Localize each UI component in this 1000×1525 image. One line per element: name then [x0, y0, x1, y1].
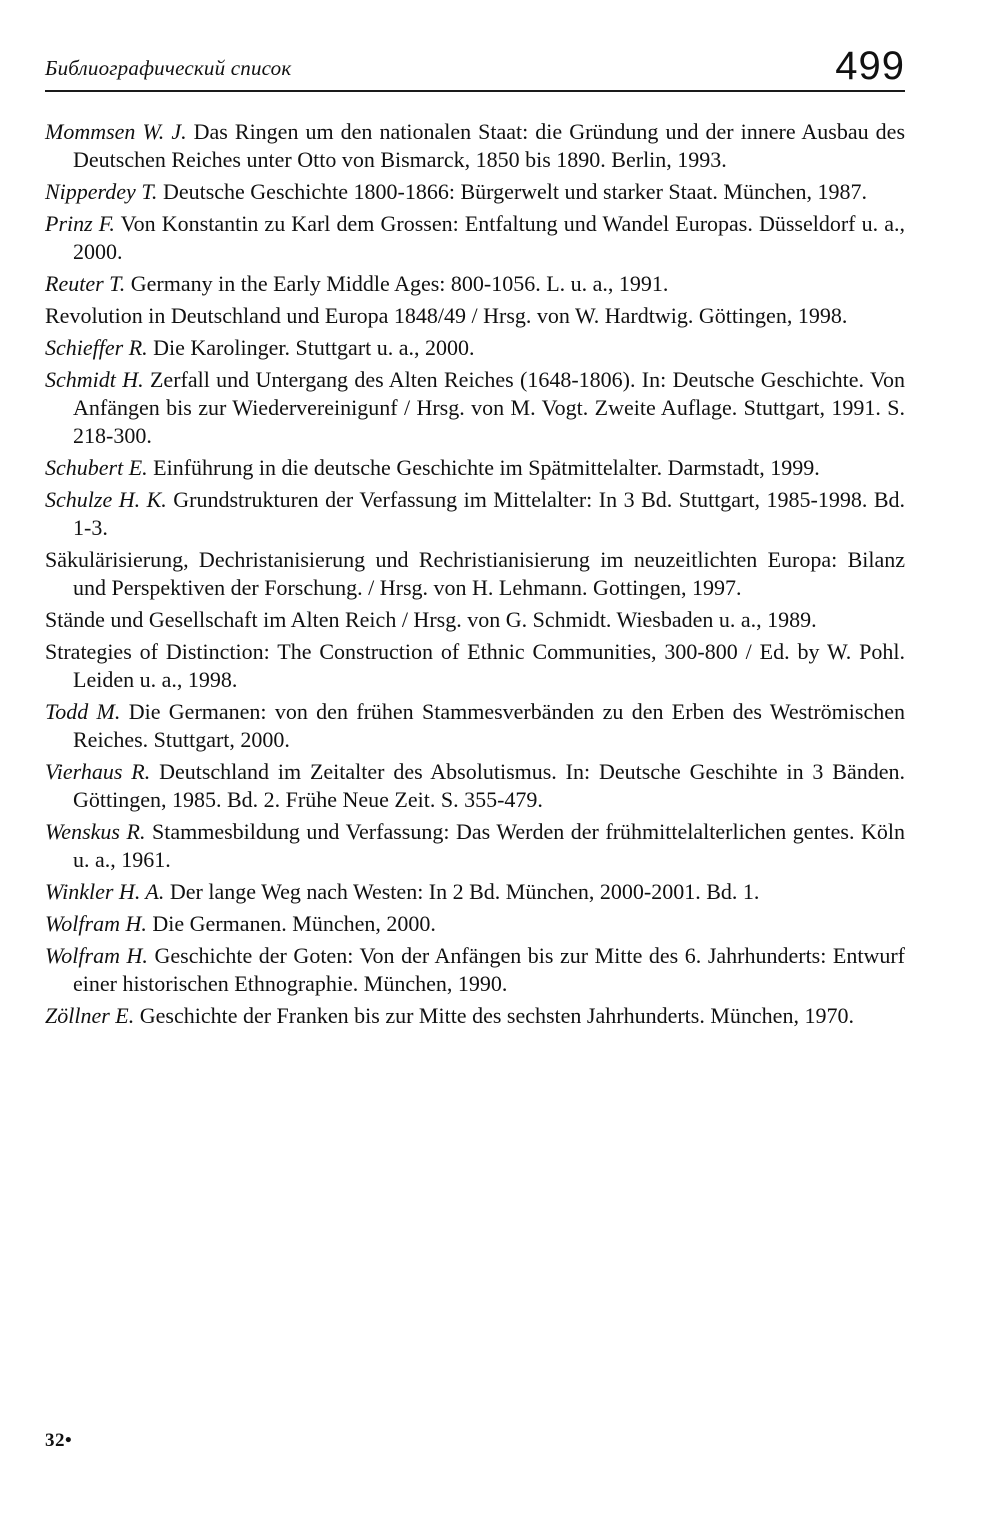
bibliography-entry	[45, 758, 905, 814]
entry-author: Schulze H. K.	[45, 487, 167, 512]
running-title: Библиографический список	[45, 56, 292, 80]
bibliography-entry	[45, 942, 905, 998]
entry-text: Geschichte der Franken bis zur Mitte des sechsten Jahrhunderts. München, 1970.	[139, 1003, 854, 1028]
bibliography-entry	[45, 486, 905, 542]
entry-text: Deutsche Geschichte 1800-1866: Bürgerwelt und starker Staat. München, 1987.	[162, 179, 867, 204]
entry-author: Wenskus R.	[45, 819, 146, 844]
bibliography-entry	[45, 606, 905, 634]
bibliography-entry	[45, 178, 905, 206]
entry-text: Strategies of Distinction: The Construction of Ethnic Communities, 300-800 / Ed. by W. Pohl. Leiden u. a., 1998.	[45, 639, 905, 692]
printer-signature-mark: 32•	[45, 1430, 73, 1451]
entry-text: Stände und Gesellschaft im Alten Reich / Hrsg. von G. Schmidt. Wiesbaden u. a., 1989.	[45, 607, 817, 632]
entry-author: Vierhaus R.	[45, 759, 151, 784]
entry-author: Schieffer R.	[45, 335, 148, 360]
bibliography-entry	[45, 638, 905, 694]
bibliography-entry	[45, 366, 905, 450]
entry-text: Das Ringen um den nationalen Staat: die Gründung und der innere Ausbau des Deutschen Reiches unter Otto von Bismarck, 1850 bis 1890. Berlin, 1993.	[73, 119, 906, 172]
bibliography-entry	[45, 210, 905, 266]
bibliography-entry	[45, 118, 905, 174]
entry-author: Mommsen W. J.	[45, 119, 187, 144]
entry-author: Schmidt H.	[45, 367, 144, 392]
bibliography-entry	[45, 910, 905, 938]
entry-text: Die Germanen: von den frühen Stammesverbänden zu den Erben des Weströmischen Reiches. Stuttgart, 2000.	[73, 699, 905, 752]
entry-text: Grundstrukturen der Verfassung im Mittelalter: In 3 Bd. Stuttgart, 1985-1998. Bd. 1-3.	[73, 487, 905, 540]
bibliography-entry	[45, 818, 905, 874]
entry-author: Winkler H. A.	[45, 879, 165, 904]
bibliography-entry	[45, 454, 905, 482]
page-number: 499	[835, 44, 905, 88]
entry-text: Der lange Weg nach Westen: In 2 Bd. München, 2000-2001. Bd. 1.	[169, 879, 760, 904]
bibliography-entry	[45, 546, 905, 602]
entry-text: Die Germanen. München, 2000.	[152, 911, 436, 936]
bibliography-list	[45, 118, 905, 1034]
entry-author: Wolfram H.	[45, 943, 148, 968]
entry-author: Prinz F.	[45, 211, 115, 236]
entry-text: Die Karolinger. Stuttgart u. a., 2000.	[153, 335, 475, 360]
entry-author: Todd M.	[45, 699, 121, 724]
entry-text: Germany in the Early Middle Ages: 800-1056. L. u. a., 1991.	[130, 271, 669, 296]
bibliography-entry	[45, 1002, 905, 1030]
bibliography-entry	[45, 302, 905, 330]
entry-author: Schubert E.	[45, 455, 148, 480]
bibliography-entry	[45, 334, 905, 362]
entry-author: Reuter T.	[45, 271, 126, 296]
bibliography-entry	[45, 270, 905, 298]
entry-text: Stammesbildung und Verfassung: Das Werden der frühmittelalterlichen gentes. Köln u. a., 1961.	[73, 819, 906, 872]
entry-text: Revolution in Deutschland und Europa 1848/49 / Hrsg. von W. Hardtwig. Göttingen, 1998.	[45, 303, 848, 328]
entry-text: Geschichte der Goten: Von der Anfängen bis zur Mitte des 6. Jahrhunderts: Entwurf einer historischen Ethnographie. München, 1990.	[73, 943, 906, 996]
entry-author: Zöllner E.	[45, 1003, 135, 1028]
bibliography-entry	[45, 878, 905, 906]
entry-author: Wolfram H.	[45, 911, 147, 936]
running-head	[45, 42, 905, 92]
entry-text: Von Konstantin zu Karl dem Grossen: Entfaltung und Wandel Europas. Düsseldorf u. a., 2000.	[73, 211, 905, 264]
entry-text: Zerfall und Untergang des Alten Reiches (1648-1806). In: Deutsche Geschichte. Von Anfängen bis zur Wiedervereinigunf / Hrsg. von M. Vogt. Zweite Auflage. Stuttgart, 1991. S. 218-300.	[73, 367, 906, 448]
entry-text: Deutschland im Zeitalter des Absolutismus. In: Deutsche Geschihte in 3 Bänden. Göttingen, 1985. Bd. 2. Frühe Neue Zeit. S. 355-479.	[73, 759, 905, 812]
entry-text: Einführung in die deutsche Geschichte im Spätmittelalter. Darmstadt, 1999.	[153, 455, 820, 480]
entry-text: Säkulärisierung, Dechristanisierung und Rechristianisierung im neuzeitlichten Europa: Bilanz und Perspektiven der Forschung. / Hrsg. von H. Lehmann. Gottingen, 1997.	[45, 547, 905, 600]
entry-author: Nipperdey T.	[45, 179, 158, 204]
bibliography-entry	[45, 698, 905, 754]
